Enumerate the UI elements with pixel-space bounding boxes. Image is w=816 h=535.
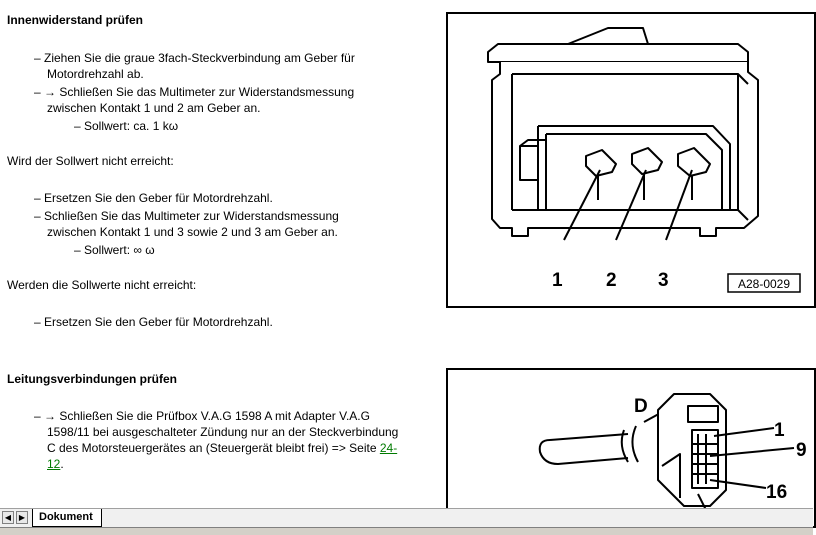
step2-line1: – → Schließen Sie das Multimeter zur Widerstandsmessung (34, 85, 355, 99)
figure-id: A28-0029 (737, 277, 791, 291)
step5: – Ersetzen Sie den Geber für Motordrehzahl. (34, 315, 273, 329)
step4-line1: – Schließen Sie das Multimeter zur Widerstandsmessung (34, 209, 339, 223)
arrow-right-icon[interactable]: ▶ (16, 511, 28, 524)
tab-dokument[interactable]: Dokument (32, 509, 102, 527)
section2-heading: Leitungsverbindungen prüfen (7, 372, 177, 386)
sheet-tab-bar (0, 508, 813, 527)
contact-label-3: 3 (658, 270, 669, 291)
sollwert2: – Sollwert: ∞ ω (74, 243, 155, 257)
ecu-connector-drawing (448, 370, 814, 526)
s2-link-tail: . (60, 457, 64, 471)
s2-step1-line1: – → Schließen Sie die Prüfbox V.A.G 1598 A mit Adapter V.A.G (34, 409, 370, 423)
step1-line1: – Ziehen Sie die graue 3fach-Steckverbindung am Geber für (34, 51, 355, 65)
condition1: Wird der Sollwert nicht erreicht: (7, 154, 174, 168)
page-link-24-12-cont[interactable]: 12 (47, 457, 61, 471)
s2-step1-line3-text: C des Motorsteuergerätes an (Steuergerät bleibt frei) => Seite (47, 441, 380, 455)
pin-label-9: 9 (796, 440, 807, 461)
pin-label-16: 16 (766, 482, 788, 503)
s2-step1-line2: 1598/11 bei ausgeschalteter Zündung nur an der Steckverbindung (47, 425, 399, 439)
section1-heading: Innenwiderstand prüfen (7, 13, 144, 27)
s2-step1-line3 (47, 440, 397, 456)
figure-ecu-connector (446, 368, 816, 528)
step3: – Ersetzen Sie den Geber für Motordrehzahl. (34, 191, 273, 205)
arrow-left-icon[interactable]: ◀ (2, 511, 14, 524)
contact-label-1: 1 (552, 270, 563, 291)
pin-label-1: 1 (774, 420, 785, 441)
connector-drawing (448, 14, 814, 306)
page-link-24-12[interactable]: 24- (379, 441, 398, 455)
figure-sensor-connector (446, 12, 816, 308)
step4-line2: zwischen Kontakt 1 und 3 sowie 2 und 3 am Geber an. (47, 225, 338, 239)
contact-label-2: 2 (606, 270, 617, 291)
connector-label-d: D (634, 396, 648, 417)
step2-line2: zwischen Kontakt 1 und 2 am Geber an. (47, 101, 261, 115)
step1-line2: Motordrehzahl ab. (47, 67, 144, 81)
s2-step1-line4 (47, 456, 64, 472)
condition2: Werden die Sollwerte nicht erreicht: (7, 278, 197, 292)
sollwert1: – Sollwert: ca. 1 kω (74, 119, 179, 133)
status-bar (0, 527, 813, 535)
